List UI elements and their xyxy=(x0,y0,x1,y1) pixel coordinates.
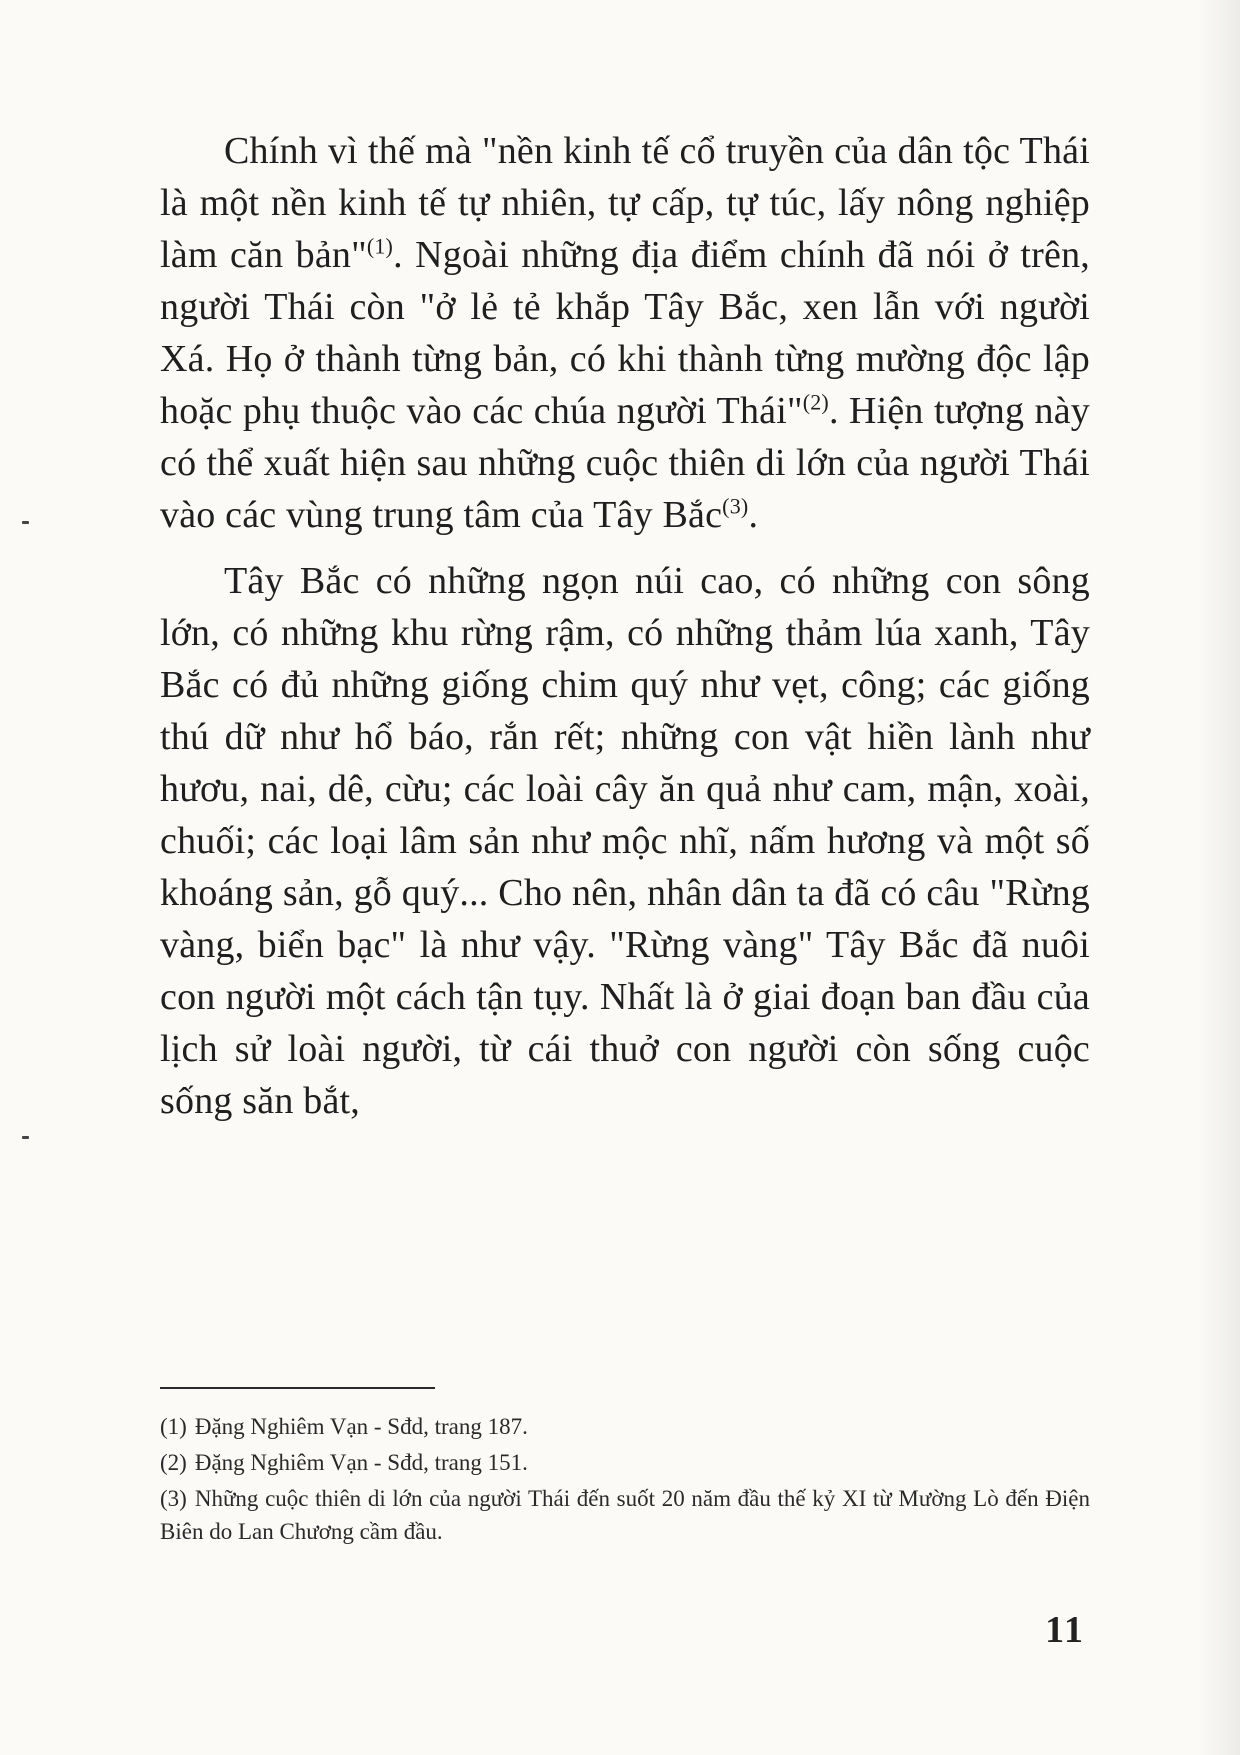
footnotes xyxy=(160,1410,1090,1551)
page-number: 11 xyxy=(1045,1609,1085,1651)
footnote-3 xyxy=(160,1482,1090,1548)
footnote-2-text: Đặng Nghiêm Vạn - Sđd, trang 151. xyxy=(194,1450,528,1475)
paragraph-1 xyxy=(160,125,1090,541)
scan-speck xyxy=(22,521,29,524)
footnote-1 xyxy=(160,1410,1090,1443)
footnote-2-mark: (2) xyxy=(160,1450,187,1475)
paragraph-1-text-2: . Ngoài những địa điểm chính đã nói ở trên, người Thái còn "ở lẻ tẻ khắp Tây Bắc, xen lẫn với người Xá. Họ ở thành từng bản, có khi thành từng mường độc lập hoặc phụ thuộc vào các chúa người Thái" xyxy=(160,234,1090,432)
footnote-ref-1: (1) xyxy=(366,233,394,259)
book-page-body xyxy=(160,125,1090,1127)
footnote-3-mark: (3) xyxy=(160,1486,187,1511)
paragraph-1-text: Chính vì thế mà "nền kinh tế cổ truyền của dân tộc Thái là một nền kinh tế tự nhiên, tự cấp, tự túc, lấy nông nghiệp làm căn bản" xyxy=(160,130,1090,276)
footnote-1-mark: (1) xyxy=(160,1414,187,1439)
paragraph-1-text-3: . Hiện tượng này có thể xuất hiện sau những cuộc thiên di lớn của người Thái vào các vùng trung tâm của Tây Bắc xyxy=(160,390,1090,536)
footnote-ref-2: (2) xyxy=(802,389,829,415)
scan-speck xyxy=(22,1136,29,1139)
page-edge-shadow xyxy=(1198,0,1240,1755)
footnote-2 xyxy=(160,1446,1090,1479)
paragraph-2: Tây Bắc có những ngọn núi cao, có những con sông lớn, có những khu rừng rậm, có những thảm lúa xanh, Tây Bắc có đủ những giống chim quý như vẹt, công; các giống thú dữ như hổ báo, rắn rết; những con vật hiền lành như hươu, nai, dê, cừu; các loài cây ăn quả như cam, mận, xoài, chuối; các loại lâm sản như mộc nhĩ, nấm hương và một số khoáng sản, gỗ quý... Cho nên, nhân dân ta đã có câu "Rừng vàng, biển bạc" là như vậy. "Rừng vàng" Tây Bắc đã nuôi con người một cách tận tụy. Nhất là ở giai đoạn ban đầu của lịch sử loài người, từ cái thuở con người còn sống cuộc sống săn bắt, xyxy=(160,560,1090,1122)
footnote-separator xyxy=(160,1387,435,1389)
footnote-1-text: Đặng Nghiêm Vạn - Sđd, trang 187. xyxy=(194,1414,528,1439)
footnote-ref-3: (3) xyxy=(722,493,749,519)
paragraph-1-text-4: . xyxy=(748,494,759,536)
footnote-3-text: Những cuộc thiên di lớn của người Thái đến suốt 20 năm đầu thế kỷ XI từ Mường Lò đến Điện Biên do Lan Chương cầm đầu. xyxy=(160,1486,1090,1544)
